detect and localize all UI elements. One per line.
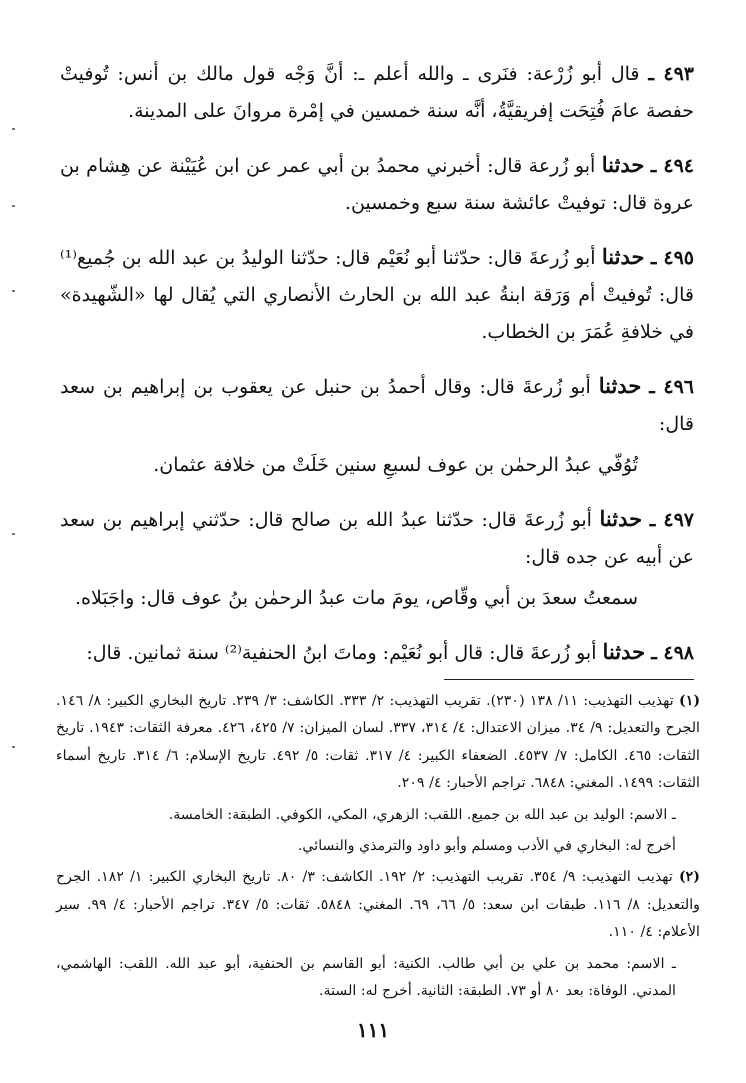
scan-edge-mark (12, 290, 15, 292)
entry-number: ٤٩٨ ـ (651, 642, 694, 664)
entry-498 (60, 633, 694, 672)
footnote-meta: ـ الاسم: الوليد بن عبد الله بن جميع. اللقب: الزهري، المكي، الكوفي. الطبقة: الخامسة. (168, 806, 676, 823)
entry-493 (60, 56, 694, 130)
entry-line (60, 633, 694, 672)
entry-number: ٤٩٣ ـ (648, 63, 694, 85)
entry-495 (60, 238, 694, 351)
main-text (60, 56, 694, 688)
footnote-1 (56, 688, 700, 860)
footnote-meta: أخرج له: البخاري في الأدب ومسلم وأبو داود والترمذي والنسائي. (297, 838, 676, 855)
entry-quote: تُوُفّي عبدُ الرحمٰن بن عوف لسبعِ سنين خَلَتْ من خلافة عثمان. (153, 454, 638, 476)
scan-edge-mark (12, 128, 15, 130)
entry-keyword: حدثنا (599, 506, 643, 531)
scan-edge-mark (12, 746, 15, 748)
entry-text: أبو زُرعةَ قال: حدّثنا عبدُ الله بن صالح قال: حدّثني إبراهيم بن سعد عن أبيه عن جده قال: (60, 509, 694, 568)
entry-text: قال أبو زُرْعة: فنَرى ـ والله أعلم ـ: أنَّ وَجْه قول مالك بن أنس: تُوفيتْ حفصة عامَ فُتِحَت إفريقيَّةُ، أنَّه سنة خمسين في إمْرة مروانَ على المدينة. (60, 63, 694, 122)
footnote-meta: ـ الاسم: محمد بن علي بن أبي طالب. الكنية: أبو القاسم بن الحنفية، أبو عبد الله. اللقب: الهاشمي، المدني. الوفاة: بعد ٨٠ أو ٧٣. الطبقة: الثانية. أخرج له: الستة. (56, 955, 676, 1000)
entry-number: ٤٩٥ ـ (650, 247, 694, 269)
entry-keyword: حدثنا (601, 152, 645, 177)
entry-keyword: حدثنا (602, 639, 646, 664)
entry-497 (60, 500, 694, 617)
entry-keyword: حدثنا (598, 373, 642, 398)
entry-keyword: حدثنا (601, 244, 645, 269)
footnote-marker: (٢) (678, 869, 700, 886)
entry-line (60, 500, 694, 576)
entry-number: ٤٩٤ ـ (650, 155, 694, 177)
scan-edge-mark (12, 205, 15, 207)
entry-quote: سمعتُ سعدَ بن أبي وقّاص، يومَ مات عبدُ الرحمٰن بنُ عوف قال: واجَبَلاه. (74, 587, 638, 609)
footnote-divider (444, 679, 694, 680)
footnote-2 (56, 864, 700, 1005)
page-number: ١١١ (356, 1018, 390, 1042)
footnote-text: تهذيب التهذيب: ٩/ ٣٥٤. تقريب التهذيب: ٢/ ١٩٢. الكاشف: ٣/ ٨٠. تاريخ البخاري الكبير: ١/ ١٨٢. الجرح والتعديل: ٨/ ١١٦. طبقات ابن سعد: ٥/ ٦٦، ٦٩. المغني: ٥٨٤٨. ثقات: ٥/ ٣٤٧. تراجم الأحبار: ٤/ ٩٩. سير الأعلام: ٤/ ١١٠. (56, 869, 701, 941)
entry-text: أبو زُرعةَ قال: قال أبو نُعَيْم: وماتَ ابنُ الحنفية⁽²⁾ سنة ثمانين. قال: (86, 642, 597, 664)
entry-line (60, 146, 694, 222)
entry-494 (60, 146, 694, 222)
footnotes (56, 688, 700, 1009)
entry-number: ٤٩٦ ـ (649, 376, 694, 398)
entry-line (60, 56, 694, 130)
entry-line (60, 367, 694, 443)
footnote-marker: (١) (678, 693, 701, 709)
footnote-text: تهذيب التهذيب: ١١/ ١٣٨ (٢٣٠). تقريب التهذيب: ٢/ ٣٣٣. الكاشف: ٣/ ٢٣٩. تاريخ البخاري الكبير: ٨/ ١٤٦. الجرح والتعديل: ٩/ ٣٤. ميزان الاعتدال: ٤/ ٣١٤، ٣٣٧. لسان الميزان: ٧/ ٤٢٥، ٤٢٦. معرفة الثقات: ١٩٤٣. تاريخ الثقات: ٤٦٥. الكامل: ٧/ ٤٥٣٧. الضعفاء الكبير: ٤/ ٣١٧. ثقات: ٥/ ٤٩٢. تاريخ الإسلام: ٦/ ٣١٤. تاريخ أسماء الثقات: ١٤٩٩. المغني: ٦٨٤٨. تراجم الأحبار: ٤/ ٢٠٩. (56, 693, 700, 792)
entry-text: أبو زُرعةَ قال: وقال أحمدُ بن حنبل عن يعقوب بن إبراهيم بن سعد قال: (60, 376, 694, 435)
footnote-citations (56, 864, 700, 946)
entry-text: أبو زُرعة قال: أخبرني محمدُ بن أبي عمر عن ابن عُيَيْنة عن هِشام بن عروة قال: توفيتْ عائشة سنة سبع وخمسين. (60, 155, 694, 214)
footnote-citations (56, 688, 700, 798)
entry-line (60, 238, 694, 351)
entry-number: ٤٩٧ ـ (649, 509, 695, 531)
entry-496 (60, 367, 694, 484)
scan-edge-mark (12, 533, 15, 535)
entry-text: أبو زُرعةَ قال: حدّثنا أبو نُعَيْم قال: حدّثنا الوليدُ بن عبد الله بن جُميع⁽¹⁾ قال: تُوفيتْ أم وَرَقة ابنةُ عبد الله بن الحارث الأنصاري التي يُقال لها «الشّهيدة» في خلافةِ عُمَرَ بن الخطاب. (60, 247, 694, 343)
